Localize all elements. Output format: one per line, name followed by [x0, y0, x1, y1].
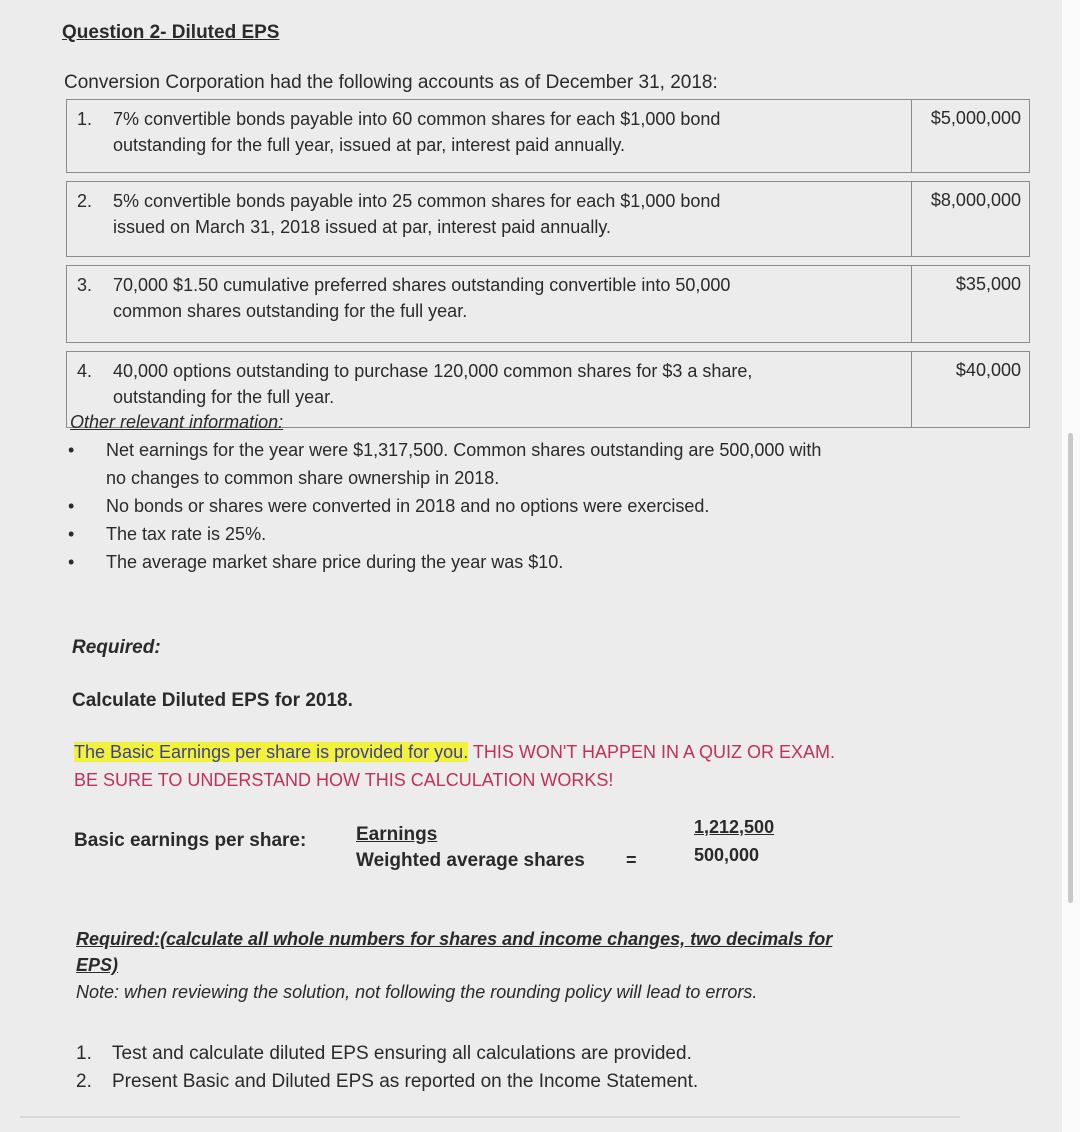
other-info-list	[64, 436, 954, 576]
item-description: outstanding for the full year.	[113, 387, 335, 407]
formula-numerator: 1,212,500	[694, 817, 775, 837]
formula-denominator-label: Weighted average shares	[356, 850, 585, 871]
formula-numerator-label: Earnings	[356, 824, 438, 845]
equals-sign: =	[626, 850, 637, 870]
item-description: issued on March 31, 2018 issued at par, interest paid annually.	[113, 217, 611, 237]
divider	[20, 1116, 960, 1118]
bullet-icon: •	[68, 440, 75, 460]
list-item: • Net earnings for the year were $1,317,500. Common shares outstanding are 500,000 with no changes to common share ownership in 2018.	[64, 436, 954, 492]
item-description: 7% convertible bonds payable into 60 common shares for each $1,000 bond	[113, 109, 721, 129]
basic-eps-notice	[74, 738, 974, 794]
bullet-icon: •	[68, 524, 75, 544]
item-amount: $5,000,000	[912, 100, 1030, 173]
scrollbar[interactable]	[1068, 433, 1073, 903]
item-amount: $35,000	[912, 266, 1030, 343]
question-heading: Question 2- Diluted EPS	[62, 22, 280, 43]
item-number: 2.	[77, 191, 93, 211]
other-info-title: Other relevant information:	[70, 412, 284, 432]
bullet-icon: •	[68, 552, 75, 572]
table-row	[67, 100, 1030, 173]
bullet-icon: •	[68, 496, 75, 516]
item-description: outstanding for the full year, issued at par, interest paid annually.	[113, 135, 625, 155]
item-number: 4.	[77, 361, 93, 381]
item-description: 5% convertible bonds payable into 25 common shares for each $1,000 bond	[113, 191, 721, 211]
item-amount: $40,000	[912, 352, 1030, 428]
rounding-requirement: Required:(calculate all whole numbers for shares and income changes, two decimals for EPS)	[76, 929, 833, 975]
item-number: 1.	[77, 109, 93, 129]
rounding-note: Note: when reviewing the solution, not following the rounding policy will lead to errors.	[76, 982, 758, 1002]
task-list	[76, 1040, 698, 1096]
highlighted-text: The Basic Earnings per share is provided for you.	[74, 742, 469, 762]
list-item: • The average market share price during the year was $10.	[64, 548, 954, 576]
required-label: Required:	[72, 637, 161, 658]
item-description: 70,000 $1.50 cumulative preferred shares outstanding convertible into 50,000	[113, 275, 731, 295]
list-item: 1. Test and calculate diluted EPS ensuring all calculations are provided.	[76, 1043, 692, 1064]
item-number: 3.	[77, 275, 93, 295]
list-item: • No bonds or shares were converted in 2018 and no options were exercised.	[64, 492, 954, 520]
item-amount: $8,000,000	[912, 182, 1030, 257]
calc-task: Calculate Diluted EPS for 2018.	[72, 690, 353, 711]
intro-text: Conversion Corporation had the following accounts as of December 31, 2018:	[64, 72, 718, 93]
warning-text: THIS WON'T HAPPEN IN A QUIZ OR EXAM.	[468, 742, 836, 762]
accounts-table	[66, 99, 1030, 428]
item-description: common shares outstanding for the full year.	[113, 301, 468, 321]
table-row	[67, 182, 1030, 257]
warning-text: BE SURE TO UNDERSTAND HOW THIS CALCULATION WORKS!	[74, 770, 614, 790]
item-description: 40,000 options outstanding to purchase 120,000 common shares for $3 a share,	[113, 361, 753, 381]
table-row	[67, 266, 1030, 343]
list-item: 2. Present Basic and Diluted EPS as reported on the Income Statement.	[76, 1071, 699, 1092]
basic-eps-label: Basic earnings per share:	[74, 830, 307, 851]
formula-denominator: 500,000	[694, 845, 760, 865]
list-item: • The tax rate is 25%.	[64, 520, 954, 548]
